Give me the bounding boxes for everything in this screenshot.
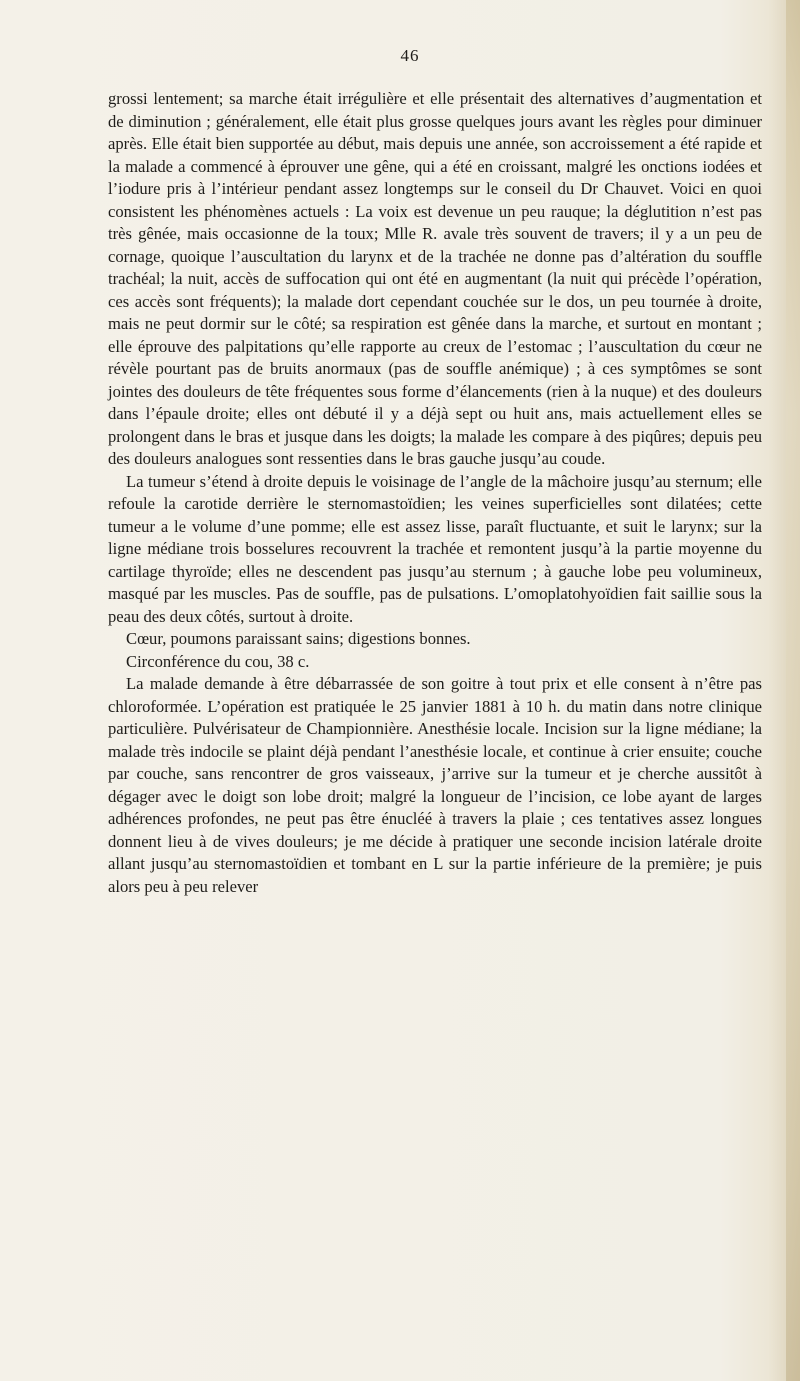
paragraph: La tumeur s’étend à droite depuis le voisinage de l’angle de la mâchoire jusqu’au sternum; elle refoule la carotide derrière le sternomastoïdien; les veines superficielles sont dilatées; cette tumeur a le volume d’une pomme; elle est assez lisse, paraît fluctuante, et suit le larynx; sur la ligne médiane trois bosselures recouvrent la trachée et remontent jusqu’à la partie moyenne du cartilage thyroïde; elles ne descendent pas jusqu’au sternum ; à gauche lobe peu volumineux, masqué par les muscles. Pas de souffle, pas de pulsations. L’omoplatohyoïdien fait saillie sous la peau des deux côtés, surtout à droite. [108,471,762,626]
page-number: 46 [400,46,420,65]
paragraph: La malade demande à être débarrassée de son goitre à tout prix et elle consent à n’être pas chloroformée. L’opération est pratiquée le 25 janvier 1881 à 10 h. du matin dans notre clinique particulière. Pulvérisateur de Championnière. Anesthésie locale. Incision sur la ligne médiane; la malade très indocile se plaint déjà pendant l’anesthésie locale, et continue à crier ensuite; couche par couche, sans rencontrer de gros vaisseaux, j’arrive sur la tumeur et je cherche aussitôt à dégager avec le doigt son lobe droit; malgré la longueur de l’incision, ce lobe ayant de larges adhérences profondes, ne peut pas être énucléé à travers la plaie ; ces tentatives assez longues donnent lieu à de vives douleurs; je me décide à pratiquer une seconde incision latérale droite allant jusqu’au sternomastoïdien et tombant en L sur la partie inférieure de la première; je puis alors peu à peu relever [108,674,762,896]
paragraph: grossi lentement; sa marche était irrégulière et elle présentait des alternatives d’augmentation et de diminution ; généralement, elle était plus grosse quelques jours avant les règles pour diminuer après. Elle était bien supportée au début, mais depuis une année, son accroissement a été rapide et la malade a commencé à éprouver une gêne, qui a été en croissant, malgré les onctions iodées et l’iodure pris à l’intérieur pendant assez longtemps sur le conseil du Dr Chauvet. Voici en quoi consistent les phénomènes actuels : La voix est devenue un peu rauque; la déglutition n’est pas très gênée, mais occasionne de la toux; Mlle R. avale très souvent de travers; il y a un peu de cornage, quoique l’auscultation du larynx et de la trachée ne donne pas d’altération du souffle trachéal; la nuit, accès de suffocation qui ont été en augmentant (la nuit qui précède l’opération, ces accès sont fréquents); la malade dort cependant couchée sur le dos, un peu tournée à droite, mais ne peut dormir sur le côté; sa respiration est gênée dans la marche, et surtout en montant ; elle éprouve des palpitations qu’elle rapporte au creux de l’estomac ; l’auscultation du cœur ne révèle pourtant pas de bruits anormaux (pas de souffle anémique) ; à ces symptômes se sont jointes des douleurs de tête fréquentes sous forme d’élancements (rien à la nuque) et des douleurs dans l’épaule droite; elles ont débuté il y a déjà sept ou huit ans, mais actuellement elles se prolongent dans le bras et jusque dans les doigts; la malade les compare à des piqûres; depuis peu des douleurs analogues sont ressenties dans le bras gauche jusqu’au coude. [108,89,762,468]
page-edge-shadow [786,0,800,1381]
paragraph: Cœur, poumons paraissant sains; digestions bonnes. [126,629,471,648]
paragraph: Circonférence du cou, 38 c. [126,651,310,671]
body-text [108,88,762,898]
